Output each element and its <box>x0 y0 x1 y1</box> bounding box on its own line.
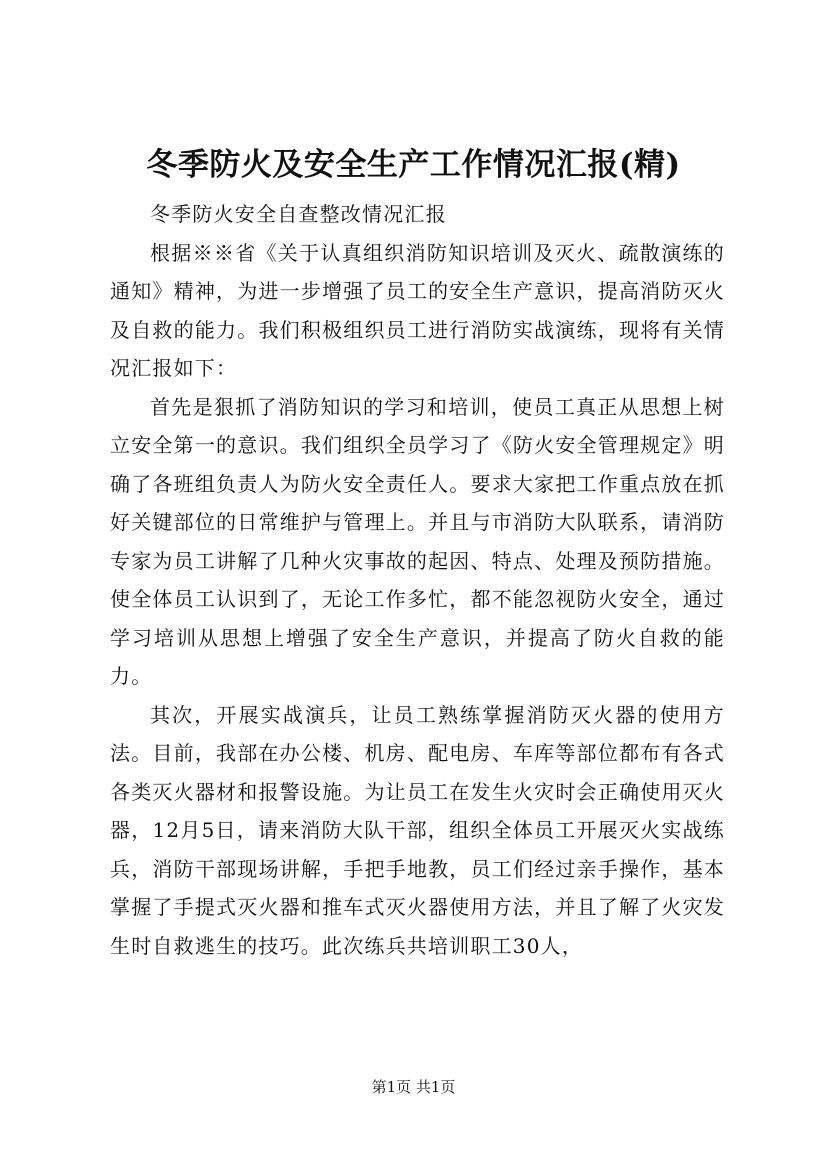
paragraph-2: 首先是狠抓了消防知识的学习和培训，使员工真正从思想上树立安全第一的意识。我们组织全员学习了《防火安全管理规定》明确了各班组负责人为防火安全责任人。要求大家把工作重点放在抓好关键部位的日常维护与管理上。并且与市消防大队联系，请消防专家为员工讲解了几种火灾事故的起因、特点、处理及预防措施。使全体员工认识到了，无论工作多忙，都不能忽视防火安全，通过学习培训从思想上增强了安全生产意识，并提高了防火自救的能力。 <box>110 394 725 688</box>
page-footer: 第1页 共1页 <box>371 1078 456 1096</box>
paragraph-3: 其次，开展实战演兵，让员工熟练掌握消防灭火器的使用方法。目前，我部在办公楼、机房、配电房、车库等部位都布有各式各类灭火器材和报警设施。为让员工在发生火灾时会正确使用灭火器，12月5日，请来消防大队干部，组织全体员工开展灭火实战练兵，消防干部现场讲解，手把手地教，员工们经过亲手操作，基本掌握了手提式灭火器和推车式灭火器使用方法，并且了解了火灾发生时自救逃生的技巧。此次练兵共培训职工30人， <box>110 702 725 958</box>
document-body <box>110 195 725 965</box>
paragraph-1: 根据※※省《关于认真组织消防知识培训及灭火、疏散演练的通知》精神，为进一步增强了员工的安全生产意识，提高消防灭火及自救的能力。我们积极组织员工进行消防实战演练，现将有关情况汇报如下： <box>110 240 725 380</box>
document-title: 冬季防火及安全生产工作情况汇报(精) <box>146 147 681 183</box>
document-subtitle: 冬季防火安全自查整改情况汇报 <box>150 202 447 226</box>
